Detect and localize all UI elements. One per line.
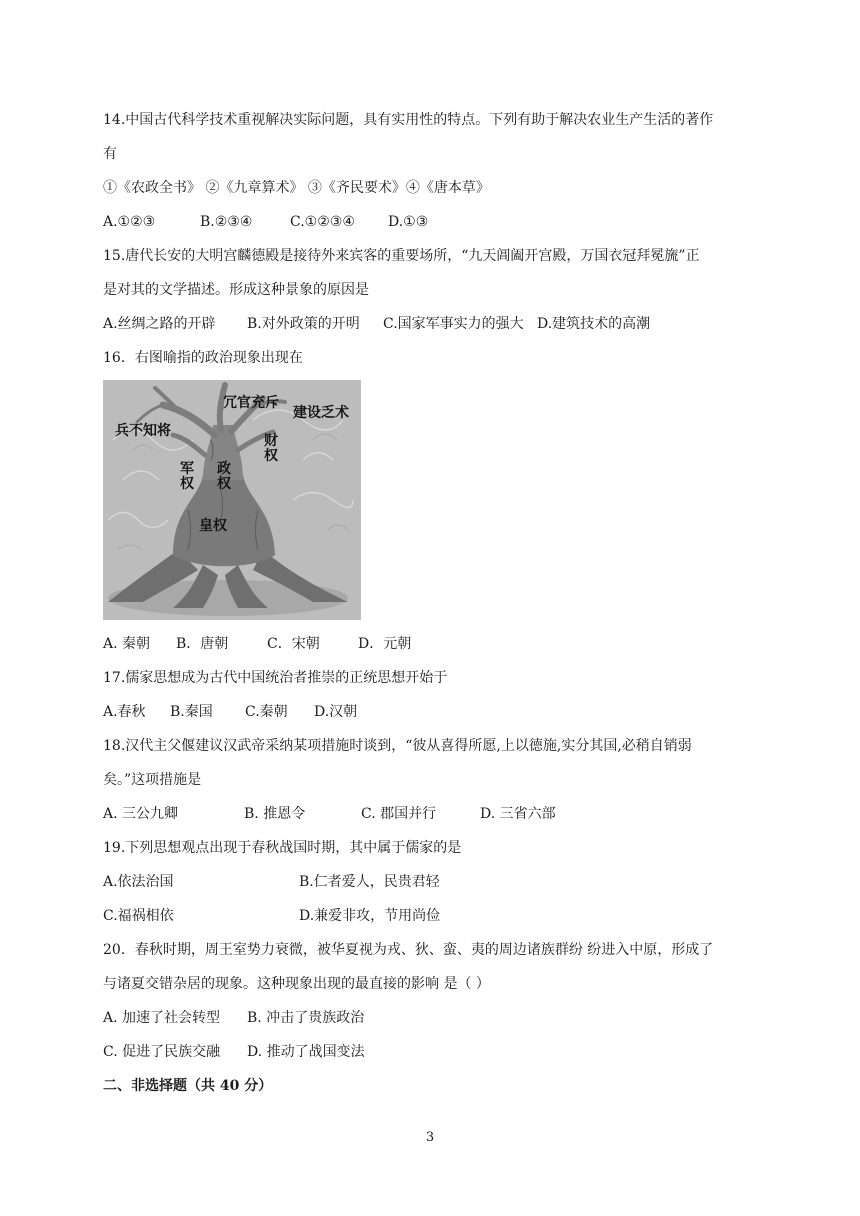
q14-stem-line1: 14.中国古代科学技术重视解决实际问题，具有实用性的特点。下列有助于解决农业生产生活的著作 [103,112,714,128]
q17-option-d: D.汉朝 [314,704,358,720]
q18-stem-line2: 矣。”这项措施是 [103,772,202,788]
q16-option-c: C．宋朝 [267,636,320,652]
q17-stem: 17.儒家思想成为古代中国统治者推崇的正统思想开始于 [103,670,448,686]
q18-option-b: B. 推恩令 [244,806,306,822]
q19-stem: 19.下列思想观点出现于春秋战国时期，其中属于儒家的是 [103,840,462,856]
q16-option-d: D．元朝 [358,636,412,652]
q17-option-b: B.秦国 [170,704,213,720]
q19-option-d: D.兼爱非攻，节用尚俭 [299,908,441,924]
q17-option-c: C.秦朝 [245,704,288,720]
q18-option-a: A. 三公九卿 [103,806,179,822]
q19-option-b: B.仁者爱人，民贵君轻 [299,874,440,890]
q20-option-a: A. 加速了社会转型 [103,1010,221,1026]
label-zhengquan: 政权 [217,461,231,492]
q15-option-d: D.建筑技术的高潮 [537,316,651,332]
q15-stem-line2: 是对其的文学描述。形成这种景象的原因是 [103,282,369,298]
q16-stem: 16．右图喻指的政治现象出现在 [103,350,303,366]
label-caiquan: 财权 [264,433,278,464]
q14-stem-line2: 有 [103,146,117,162]
q14-option-a: A.①②③ [103,214,156,230]
q20-stem-line2: 与诸夏交错杂居的现象。这种现象出现的最直接的影响 是（ ） [103,976,490,992]
section-title-nonchoice: 二、非选择题（共 40 分） [103,1078,273,1094]
label-bingbuzhijiang: 兵不知将 [115,423,171,439]
q15-stem-line1: 15.唐代长安的大明宫麟德殿是接待外来宾客的重要场所，“九天阊阖开宫殿，万国衣冠拜冕旒”正 [103,248,700,264]
q18-option-c: C. 郡国并行 [361,806,437,822]
power-tree-figure [103,380,361,620]
q17-option-a: A.春秋 [103,704,146,720]
q18-option-d: D. 三省六部 [480,806,556,822]
q19-option-c: C.福祸相依 [103,908,174,924]
q20-stem-line1: 20．春秋时期，周王室势力衰微，被华夏视为戎、狄、蛮、夷的周边诸族群纷 纷进入中原，形成了 [103,942,714,958]
q14-option-d: D.①③ [388,214,429,230]
label-huangquan: 皇权 [199,518,227,534]
q15-option-a: A.丝绸之路的开辟 [103,316,216,332]
q20-option-c: C. 促进了民族交融 [103,1044,221,1060]
q19-option-a: A.依法治国 [103,874,174,890]
q16-option-a: A. 秦朝 [103,636,151,652]
q20-option-d: D. 推动了战国变法 [247,1044,365,1060]
page-number: 3 [425,1130,435,1145]
label-junquan: 军权 [180,461,194,492]
q14-items: ①《农政全书》 ②《九章算术》 ③《齐民要术》④《唐本草》 [103,180,490,196]
q16-option-b: B．唐朝 [176,636,229,652]
q15-option-b: B.对外政策的开明 [247,316,360,332]
q14-option-b: B.②③④ [200,214,253,230]
q20-option-b: B. 冲击了贵族政治 [247,1010,365,1026]
q14-option-c: C.①②③④ [290,214,355,230]
label-rongguan: 冗官充斥 [223,395,279,411]
q15-option-c: C.国家军事实力的强大 [383,316,524,332]
label-jianshe: 建设乏术 [293,405,349,421]
q18-stem-line1: 18.汉代主父偃建议汉武帝采纳某项措施时谈到，“彼从喜得所愿,上以德施,实分其国,必稍自销弱 [103,738,692,754]
